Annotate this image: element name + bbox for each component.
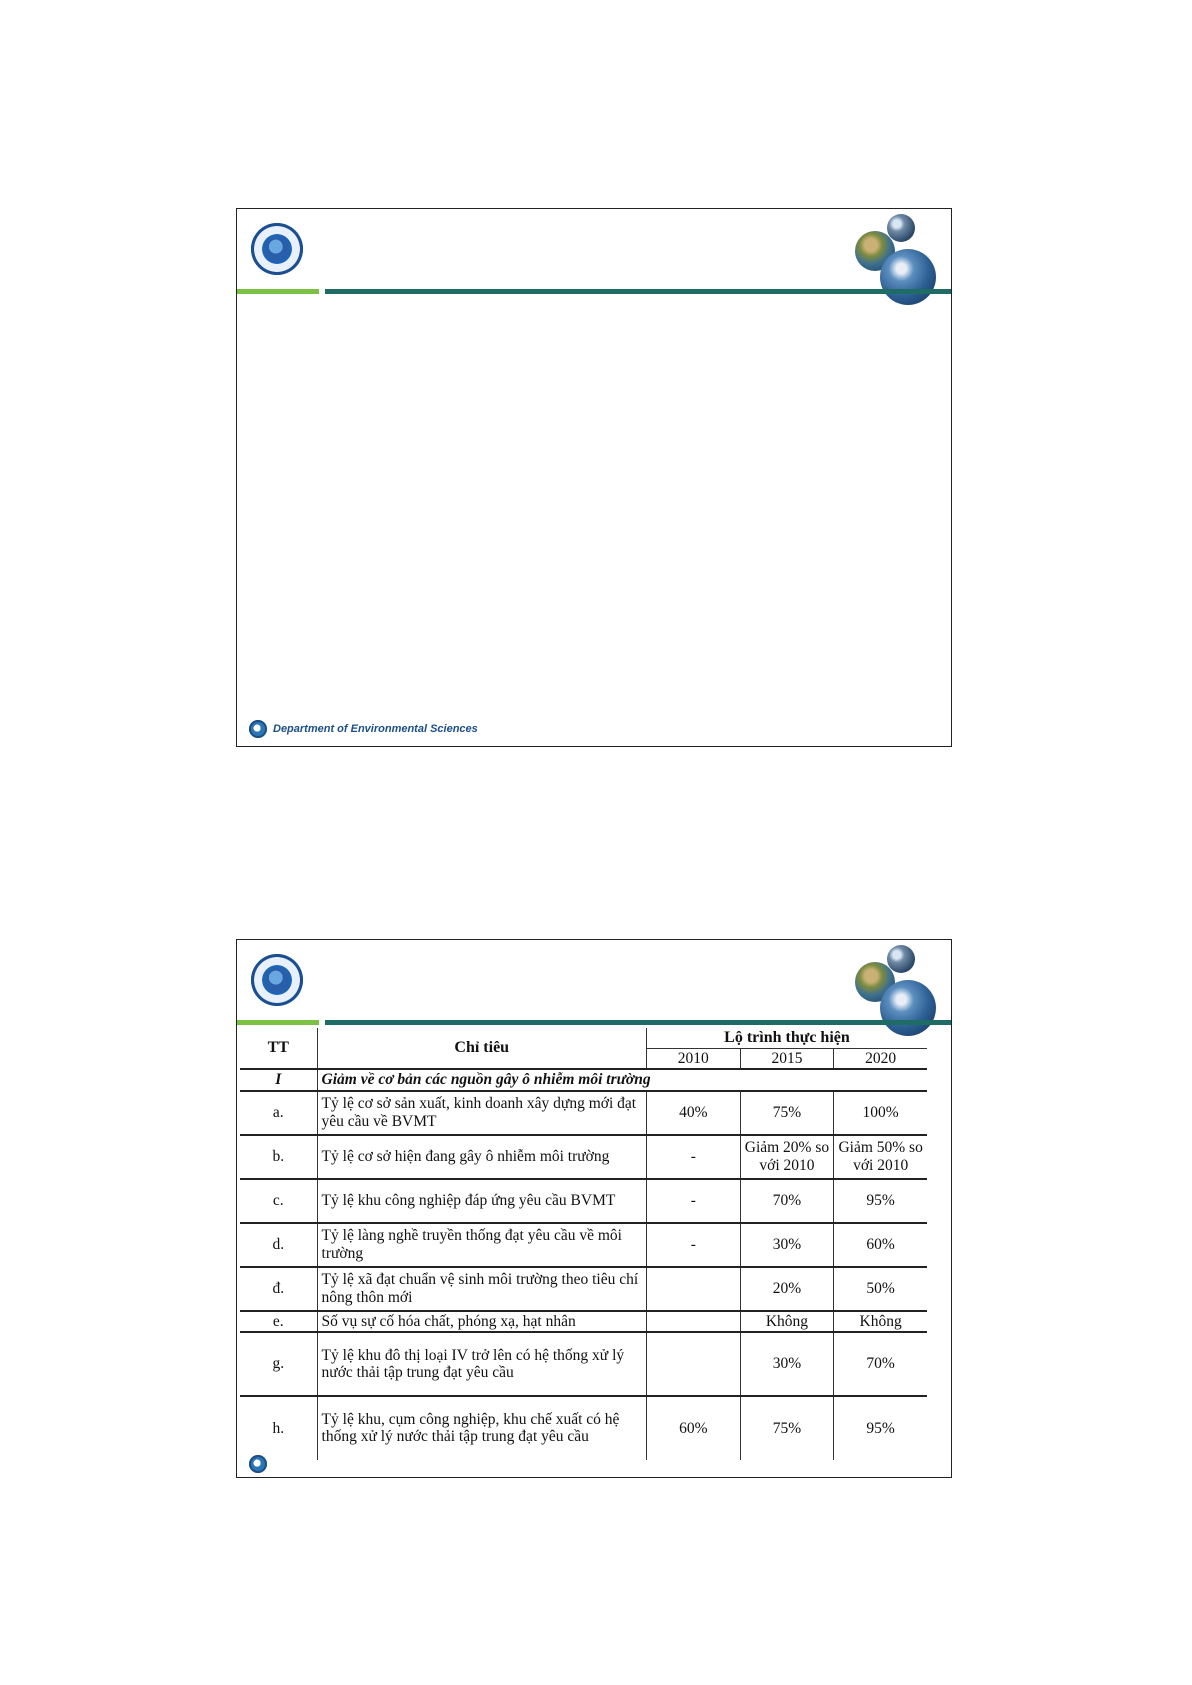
table-header-row (240, 1028, 927, 1048)
footer-text: Department of Environmental Sciences (273, 723, 478, 735)
header-divider-teal (325, 289, 951, 294)
department-logo-icon (249, 720, 267, 738)
table-row (240, 1267, 927, 1311)
header-year-2020: 2020 (834, 1048, 927, 1069)
table-row (240, 1332, 927, 1396)
row-2010 (646, 1332, 740, 1396)
row-2010 (646, 1267, 740, 1311)
row-2015: 70% (740, 1179, 834, 1223)
table-section-row (240, 1069, 927, 1090)
row-tt: e. (240, 1311, 317, 1332)
row-2010: - (646, 1223, 740, 1267)
row-2010: 40% (646, 1091, 740, 1135)
slide-footer (249, 720, 478, 738)
row-2015: 75% (740, 1091, 834, 1135)
table-row (240, 1223, 927, 1267)
row-tt: d. (240, 1223, 317, 1267)
row-indicator: Tỷ lệ cơ sở sản xuất, kinh doanh xây dựng mới đạt yêu cầu về BVMT (317, 1091, 646, 1135)
globe-icon (887, 945, 915, 973)
table-row (240, 1135, 927, 1179)
row-2020: 100% (834, 1091, 927, 1135)
university-logo-icon (251, 954, 303, 1006)
row-2015: 30% (740, 1332, 834, 1396)
slide-1 (236, 208, 952, 747)
row-2015: Không (740, 1311, 834, 1332)
environment-targets-table (240, 1028, 927, 1460)
row-indicator: Số vụ sự cố hóa chất, phóng xạ, hạt nhân (317, 1311, 646, 1332)
row-indicator: Tỷ lệ xã đạt chuẩn vệ sinh môi trường theo tiêu chí nông thôn mới (317, 1267, 646, 1311)
row-indicator: Tỷ lệ làng nghề truyền thống đạt yêu cầu về môi trường (317, 1223, 646, 1267)
row-2010 (646, 1311, 740, 1332)
row-2020: 70% (834, 1332, 927, 1396)
table-row (240, 1311, 927, 1332)
row-2020: Không (834, 1311, 927, 1332)
row-tt: h. (272, 1419, 285, 1437)
table-row (240, 1396, 927, 1460)
row-2015: Giảm 20% so với 2010 (740, 1135, 834, 1179)
header-year-2010: 2010 (646, 1048, 740, 1069)
section-title: Giảm về cơ bản các nguồn gây ô nhiễm môi trường (317, 1069, 927, 1090)
header-divider-green (237, 289, 319, 294)
header-divider-green (237, 1020, 319, 1025)
row-tt: b. (240, 1135, 317, 1179)
department-logo-icon (249, 1455, 267, 1473)
row-indicator: Tỷ lệ khu đô thị loại IV trở lên có hệ thống xử lý nước thải tập trung đạt yêu cầu (317, 1332, 646, 1396)
row-2020: Giảm 50% so với 2010 (834, 1135, 927, 1179)
table-row (240, 1179, 927, 1223)
slide-2 (236, 939, 952, 1478)
row-2015: 20% (740, 1267, 834, 1311)
row-2015: 30% (740, 1223, 834, 1267)
header-roadmap: Lộ trình thực hiện (646, 1028, 927, 1048)
row-2020: 95% (834, 1396, 927, 1460)
university-logo-icon (251, 223, 303, 275)
section-number: I (240, 1069, 317, 1090)
header-divider-teal (325, 1020, 951, 1025)
globe-icon (880, 249, 936, 305)
globe-icon (887, 214, 915, 242)
row-indicator: Tỷ lệ khu công nghiệp đáp ứng yêu cầu BVMT (317, 1179, 646, 1223)
header-year-2015: 2015 (740, 1048, 834, 1069)
row-2020: 60% (834, 1223, 927, 1267)
row-tt: g. (240, 1332, 317, 1396)
row-tt: đ. (240, 1267, 317, 1311)
row-indicator: Tỷ lệ khu, cụm công nghiệp, khu chế xuất có hệ thống xử lý nước thải tập trung đạt yêu cầu (317, 1396, 646, 1460)
row-2020: 95% (834, 1179, 927, 1223)
row-tt: c. (240, 1179, 317, 1223)
row-2015: 75% (740, 1396, 834, 1460)
row-2010: 60% (646, 1396, 740, 1460)
header-tt: TT (240, 1028, 317, 1069)
slide-footer (249, 1455, 267, 1473)
row-2010: - (646, 1179, 740, 1223)
row-2020: 50% (834, 1267, 927, 1311)
row-2010: - (646, 1135, 740, 1179)
header-indicator: Chỉ tiêu (317, 1028, 646, 1069)
row-tt: a. (240, 1091, 317, 1135)
table-row (240, 1091, 927, 1135)
row-indicator: Tỷ lệ cơ sở hiện đang gây ô nhiễm môi trường (317, 1135, 646, 1179)
